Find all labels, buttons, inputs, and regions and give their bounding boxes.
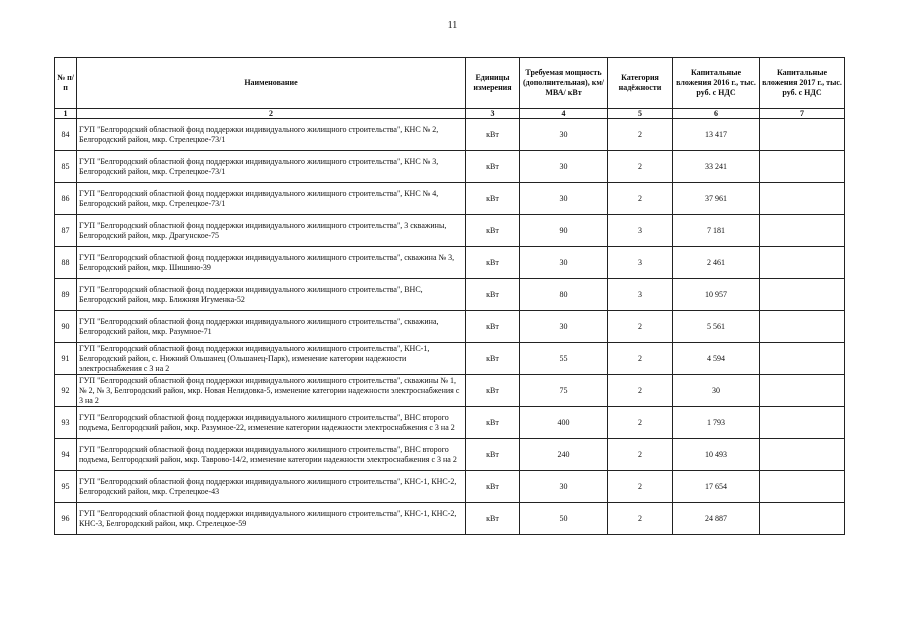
column-number: 7 [760, 109, 845, 119]
header-power: Требуемая мощность (дополнительная), км/ МВА/ кВт [520, 58, 608, 109]
row-cap-2016: 2 461 [673, 247, 760, 279]
column-number: 2 [77, 109, 466, 119]
row-cap-2017 [760, 247, 845, 279]
row-cap-2016: 24 887 [673, 503, 760, 535]
header-category: Категория надёжности [608, 58, 673, 109]
table-row [55, 439, 845, 471]
row-category: 2 [608, 503, 673, 535]
row-category: 2 [608, 407, 673, 439]
table-row [55, 279, 845, 311]
row-number: 88 [55, 247, 77, 279]
row-number: 86 [55, 183, 77, 215]
table-row [55, 503, 845, 535]
header-name: Наименование [77, 58, 466, 109]
row-category: 3 [608, 247, 673, 279]
row-cap-2016: 17 654 [673, 471, 760, 503]
row-number: 96 [55, 503, 77, 535]
row-unit: кВт [466, 503, 520, 535]
column-number: 6 [673, 109, 760, 119]
row-power: 30 [520, 471, 608, 503]
row-cap-2017 [760, 311, 845, 343]
row-power: 30 [520, 151, 608, 183]
column-number: 5 [608, 109, 673, 119]
row-name: ГУП "Белгородский областной фонд поддержки индивидуального жилищного строительства", ВНС, Белгородский район, мкр. Ближняя Игуменка-52 [77, 279, 466, 311]
investment-table [54, 57, 845, 535]
row-cap-2016: 1 793 [673, 407, 760, 439]
row-category: 2 [608, 439, 673, 471]
row-number: 91 [55, 343, 77, 375]
row-power: 55 [520, 343, 608, 375]
row-number: 87 [55, 215, 77, 247]
row-cap-2016: 33 241 [673, 151, 760, 183]
row-name: ГУП "Белгородский областной фонд поддержки индивидуального жилищного строительства", КНС-1, КНС-2, КНС-3, Белгородский район, мкр. Стрелецкое-59 [77, 503, 466, 535]
row-power: 90 [520, 215, 608, 247]
row-unit: кВт [466, 247, 520, 279]
row-unit: кВт [466, 375, 520, 407]
row-name: ГУП "Белгородский областной фонд поддержки индивидуального жилищного строительства", КНС № 3, Белгородский район, мкр. Стрелецкое-73/1 [77, 151, 466, 183]
row-unit: кВт [466, 215, 520, 247]
row-cap-2017 [760, 151, 845, 183]
row-name: ГУП "Белгородский областной фонд поддержки индивидуального жилищного строительства", 3 скважины, Белгородский район, мкр. Драгунское-75 [77, 215, 466, 247]
page-number: 11 [447, 20, 458, 31]
row-unit: кВт [466, 279, 520, 311]
row-category: 2 [608, 119, 673, 151]
row-category: 2 [608, 183, 673, 215]
row-cap-2016: 37 961 [673, 183, 760, 215]
row-number: 84 [55, 119, 77, 151]
row-power: 400 [520, 407, 608, 439]
row-name: ГУП "Белгородский областной фонд поддержки индивидуального жилищного строительства", КНС-1, Белгородский район, с. Нижний Ольшанец (Ольшанец-Парк), изменение категории надежности электроснабжения с 3 на 2 [77, 343, 466, 375]
row-cap-2016: 4 594 [673, 343, 760, 375]
table-row [55, 375, 845, 407]
row-power: 30 [520, 247, 608, 279]
table-row [55, 311, 845, 343]
row-unit: кВт [466, 183, 520, 215]
row-number: 89 [55, 279, 77, 311]
row-cap-2016: 10 957 [673, 279, 760, 311]
row-unit: кВт [466, 439, 520, 471]
row-unit: кВт [466, 119, 520, 151]
header-num: № п/п [55, 58, 77, 109]
row-name: ГУП "Белгородский областной фонд поддержки индивидуального жилищного строительства", ВНС второго подъема, Белгородский район, мкр. Разумное-22, изменение категории надежности электроснабжения с 3 на 2 [77, 407, 466, 439]
row-cap-2017 [760, 439, 845, 471]
row-unit: кВт [466, 471, 520, 503]
table-row [55, 215, 845, 247]
table-row [55, 119, 845, 151]
row-unit: кВт [466, 407, 520, 439]
row-cap-2016: 7 181 [673, 215, 760, 247]
row-cap-2017 [760, 183, 845, 215]
table-row [55, 247, 845, 279]
row-cap-2017 [760, 503, 845, 535]
row-unit: кВт [466, 343, 520, 375]
row-power: 30 [520, 311, 608, 343]
row-power: 50 [520, 503, 608, 535]
row-category: 2 [608, 311, 673, 343]
row-cap-2017 [760, 343, 845, 375]
row-power: 30 [520, 119, 608, 151]
column-number: 4 [520, 109, 608, 119]
header-cap-2016: Капитальные вложения 2016 г., тыс. руб. с НДС [673, 58, 760, 109]
row-cap-2017 [760, 119, 845, 151]
row-category: 2 [608, 151, 673, 183]
table-row [55, 407, 845, 439]
row-category: 3 [608, 215, 673, 247]
row-cap-2017 [760, 407, 845, 439]
row-cap-2016: 5 561 [673, 311, 760, 343]
row-cap-2017 [760, 375, 845, 407]
row-power: 75 [520, 375, 608, 407]
header-cap-2017: Капитальные вложения 2017 г., тыс. руб. с НДС [760, 58, 845, 109]
row-cap-2016: 13 417 [673, 119, 760, 151]
row-cap-2016: 10 493 [673, 439, 760, 471]
row-number: 95 [55, 471, 77, 503]
row-name: ГУП "Белгородский областной фонд поддержки индивидуального жилищного строительства", скважины № 1, № 2, № 3, Белгородский район, мкр. Новая Нелидовка-5, изменение категории надежности электроснабжения с 3 на 2 [77, 375, 466, 407]
row-number: 94 [55, 439, 77, 471]
row-name: ГУП "Белгородский областной фонд поддержки индивидуального жилищного строительства", КНС-1, КНС-2, Белгородский район, мкр. Стрелецкое-43 [77, 471, 466, 503]
row-unit: кВт [466, 151, 520, 183]
row-number: 92 [55, 375, 77, 407]
column-number-row [55, 109, 845, 119]
header-row [55, 58, 845, 109]
row-number: 85 [55, 151, 77, 183]
table-row [55, 183, 845, 215]
row-name: ГУП "Белгородский областной фонд поддержки индивидуального жилищного строительства", ВНС второго подъема, Белгородский район, мкр. Таврово-14/2, изменение категории надежности электроснабжения с 3 на 2 [77, 439, 466, 471]
row-power: 30 [520, 183, 608, 215]
row-cap-2017 [760, 279, 845, 311]
row-category: 2 [608, 471, 673, 503]
row-category: 3 [608, 279, 673, 311]
row-category: 2 [608, 343, 673, 375]
row-name: ГУП "Белгородский областной фонд поддержки индивидуального жилищного строительства", скважина, Белгородский район, мкр. Разумное-71 [77, 311, 466, 343]
table-row [55, 343, 845, 375]
row-category: 2 [608, 375, 673, 407]
row-cap-2016: 30 [673, 375, 760, 407]
table-body [55, 119, 845, 535]
row-name: ГУП "Белгородский областной фонд поддержки индивидуального жилищного строительства", КНС № 2, Белгородский район, мкр. Стрелецкое-73/1 [77, 119, 466, 151]
row-name: ГУП "Белгородский областной фонд поддержки индивидуального жилищного строительства", КНС № 4, Белгородский район, мкр. Стрелецкое-73/1 [77, 183, 466, 215]
row-number: 90 [55, 311, 77, 343]
column-number: 3 [466, 109, 520, 119]
table-row [55, 471, 845, 503]
row-cap-2017 [760, 471, 845, 503]
column-number: 1 [55, 109, 77, 119]
row-power: 240 [520, 439, 608, 471]
row-number: 93 [55, 407, 77, 439]
row-cap-2017 [760, 215, 845, 247]
header-unit: Единицы измерения [466, 58, 520, 109]
row-unit: кВт [466, 311, 520, 343]
row-name: ГУП "Белгородский областной фонд поддержки индивидуального жилищного строительства", скважина № 3, Белгородский район, мкр. Шишино-39 [77, 247, 466, 279]
row-power: 80 [520, 279, 608, 311]
table-row [55, 151, 845, 183]
